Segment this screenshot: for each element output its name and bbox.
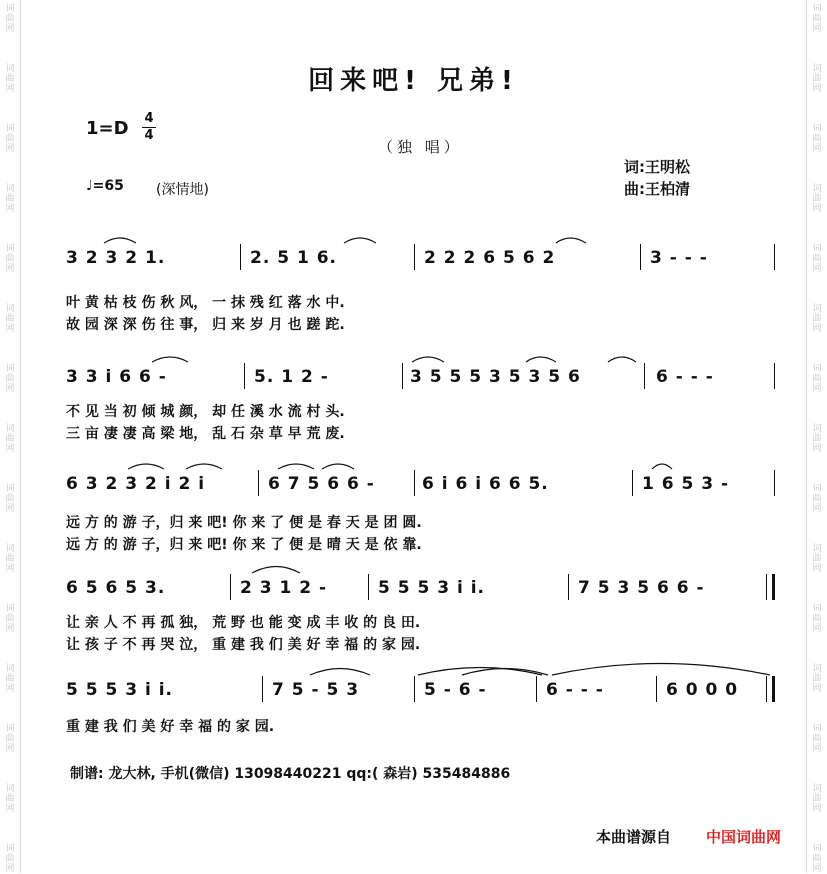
- margin-watermark-mark: 词 曲 网: [5, 424, 15, 454]
- row-2-lyric-verse-1: 不 见 当 初 倾 城 颜， 却 任 溪 水 流 村 头.: [66, 404, 345, 420]
- row-5-lyric: 重 建 我 们 美 好 幸 福 的 家 园.: [66, 719, 275, 735]
- slur: [608, 357, 636, 362]
- time-signature-denominator: 4: [144, 128, 154, 143]
- margin-watermark-mark: 词 曲 网: [812, 484, 822, 514]
- slur: [652, 464, 672, 469]
- song-title: 回来吧! 兄弟!: [308, 66, 519, 96]
- margin-watermark-mark: 词 曲 网: [5, 784, 15, 814]
- performance-type: （独 唱）: [378, 138, 463, 156]
- margin-watermark-mark: 词 曲 网: [5, 484, 15, 514]
- row-5-measure-5: 6 0 0 0: [666, 680, 739, 700]
- slur: [152, 357, 188, 362]
- time-signature-numerator: 4: [144, 111, 154, 126]
- row-3-measure-1: 6 3 2 3 2 i 2 i: [66, 474, 206, 494]
- margin-watermark-mark: 词 曲 网: [5, 244, 15, 274]
- tie: [552, 664, 770, 676]
- row-1-measure-1: 3 2 3 2 1.: [66, 248, 166, 268]
- margin-watermark-mark: 词 曲 网: [5, 4, 15, 34]
- row-2-measure-2: 5. 1 2 -: [254, 367, 329, 387]
- margin-watermark-mark: 词 曲 网: [812, 664, 822, 694]
- margin-watermark-mark: 词 曲 网: [812, 424, 822, 454]
- row-2-measure-4: 6 - - -: [656, 367, 714, 387]
- margin-watermark-mark: 词 曲 网: [812, 724, 822, 754]
- margin-watermark-mark: 词 曲 网: [5, 64, 15, 94]
- margin-watermark-mark: 词 曲 网: [5, 184, 15, 214]
- row-2-measure-3: 3 5 5 5 3 5 3 5 6: [410, 367, 581, 387]
- row-1-lyric-verse-1: 叶 黄 枯 枝 伤 秋 风， 一 抹 残 红 落 水 中.: [66, 295, 345, 311]
- margin-watermark-mark: 词 曲 网: [812, 184, 822, 214]
- margin-watermark-mark: 词 曲 网: [812, 64, 822, 94]
- margin-watermark-mark: 词 曲 网: [5, 664, 15, 694]
- slur: [104, 238, 136, 243]
- margin-watermark-mark: 词 曲 网: [812, 364, 822, 394]
- margin-watermark-mark: 词 曲 网: [5, 604, 15, 634]
- slur: [556, 238, 586, 243]
- slur: [526, 357, 556, 362]
- row-4-measure-4: 7 5 3 5 6 6 -: [578, 578, 705, 598]
- row-5-measure-4: 6 - - -: [546, 680, 604, 700]
- source-label: 本曲谱源自: [596, 828, 672, 846]
- margin-watermark-mark: 词 曲 网: [812, 784, 822, 814]
- slur: [252, 567, 300, 574]
- slur: [278, 464, 314, 469]
- row-1-measure-4: 3 - - -: [650, 248, 708, 268]
- slur: [186, 464, 222, 469]
- row-3-lyric-verse-2: 远 方 的 游 子，归 来 吧! 你 来 了 便 是 晴 天 是 依 靠.: [66, 537, 422, 553]
- row-5-measure-3: 5 - 6 -: [424, 680, 487, 700]
- row-2-lyric-verse-2: 三 亩 凄 凄 高 梁 地， 乱 石 杂 草 早 荒 废.: [66, 426, 345, 442]
- margin-watermark-mark: 词 曲 网: [5, 844, 15, 874]
- slur: [310, 669, 370, 676]
- composer-credit: 曲:王柏清: [624, 180, 690, 198]
- key-signature: 1=D: [86, 118, 129, 139]
- margin-watermark-mark: 词 曲 网: [5, 364, 15, 394]
- slur: [344, 238, 376, 243]
- margin-watermark-mark: 词 曲 网: [812, 244, 822, 274]
- row-4-measure-3: 5 5 5 3 i i.: [378, 578, 486, 598]
- row-1-lyric-verse-2: 故 园 深 深 伤 往 事， 归 来 岁 月 也 蹉 跎.: [66, 317, 345, 333]
- row-4-measure-1: 6 5 6 5 3.: [66, 578, 166, 598]
- margin-watermark-mark: 词 曲 网: [812, 4, 822, 34]
- row-5-measure-1: 5 5 5 3 i i.: [66, 680, 174, 700]
- lyricist-credit: 词:王明松: [624, 158, 690, 176]
- row-3-measure-4: 1 6 5 3 -: [642, 474, 730, 494]
- margin-watermark-mark: 词 曲 网: [5, 544, 15, 574]
- row-3-lyric-verse-1: 远 方 的 游 子，归 来 吧! 你 来 了 便 是 春 天 是 团 圆.: [66, 515, 422, 531]
- slur: [412, 357, 444, 362]
- margin-watermark-mark: 词 曲 网: [812, 304, 822, 334]
- margin-watermark-mark: 词 曲 网: [812, 124, 822, 154]
- margin-watermark-mark: 词 曲 网: [812, 844, 822, 874]
- site-name-link[interactable]: 中国词曲网: [706, 828, 782, 846]
- expression-marking: (深情地): [156, 182, 209, 198]
- row-3-measure-3: 6 i 6 i 6 6 5.: [422, 474, 549, 494]
- row-2-measure-1: 3 3 i 6 6 -: [66, 367, 167, 387]
- margin-watermark-mark: 词 曲 网: [812, 604, 822, 634]
- transcriber-credit: 制谱: 龙大林, 手机(微信) 13098440221 qq:( 森岩) 535484886: [70, 766, 511, 782]
- margin-watermark-mark: 词 曲 网: [5, 124, 15, 154]
- row-5-measure-2: 7 5 - 5 3: [272, 680, 360, 700]
- row-1-measure-3: 2 2 2 6 5 6 2: [424, 248, 556, 268]
- row-4-lyric-verse-1: 让 亲 人 不 再 孤 独， 荒 野 也 能 变 成 丰 收 的 良 田.: [66, 615, 421, 631]
- row-3-measure-2: 6 7 5 6 6 -: [268, 474, 375, 494]
- tempo-marking: ♩=65: [86, 178, 124, 194]
- slur: [322, 464, 354, 469]
- row-4-measure-2: 2 3 1 2 -: [240, 578, 328, 598]
- margin-watermark-mark: 词 曲 网: [5, 304, 15, 334]
- margin-watermark-mark: 词 曲 网: [812, 544, 822, 574]
- margin-watermark-mark: 词 曲 网: [5, 724, 15, 754]
- slur: [128, 464, 164, 469]
- row-1-measure-2: 2. 5 1 6.: [250, 248, 337, 268]
- row-4-lyric-verse-2: 让 孩 子 不 再 哭 泣， 重 建 我 们 美 好 幸 福 的 家 园.: [66, 637, 421, 653]
